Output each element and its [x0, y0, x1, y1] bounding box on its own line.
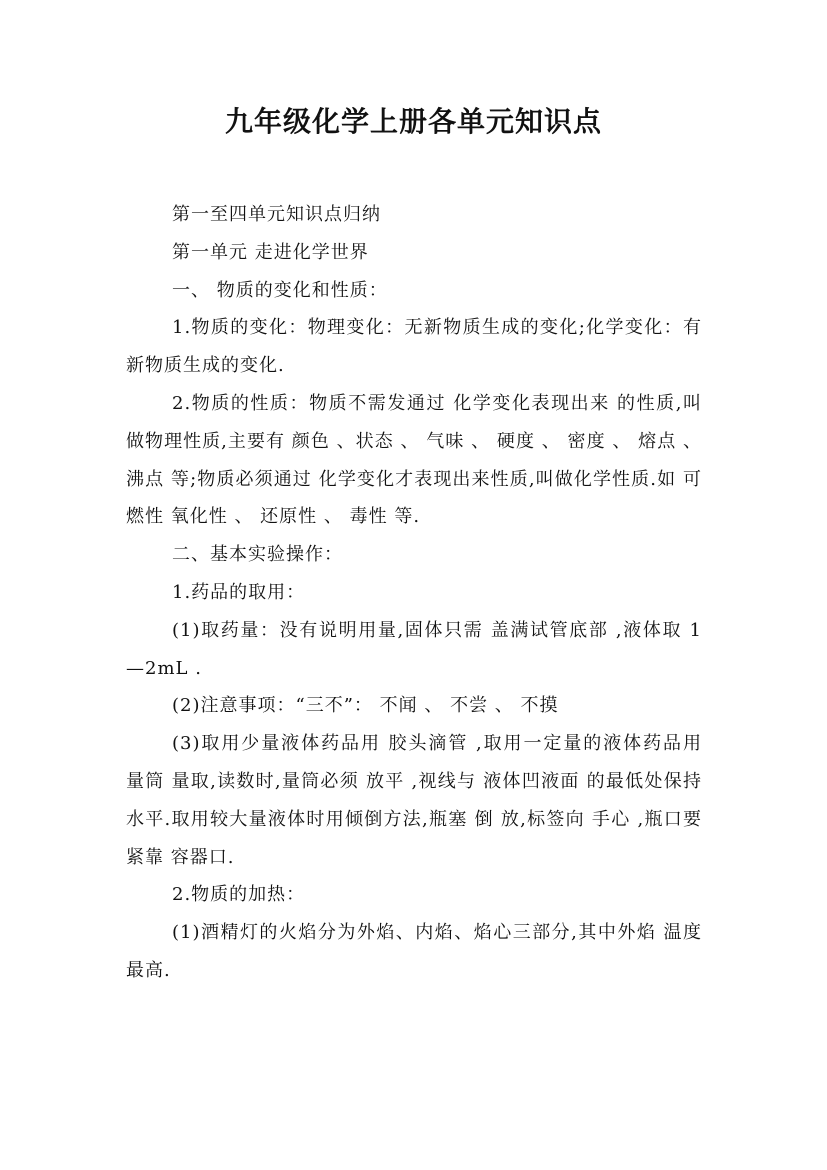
paragraph-precautions: (2)注意事项：“三不”： 不闻 、 不尝 、 不摸	[172, 695, 559, 717]
document-body	[126, 196, 702, 990]
paragraph-material-properties: 2.物质的性质：物质不需发通过 化学变化表现出来 的性质,叫做物理性质,主要有 颜色 、状态 、 气味 、 硬度 、 密度 、 熔点 、 沸点 等;物质必须通过 化学变化才表现出来性质,叫做化学性质.如 可燃性 氧化性 、 还原性 、 毒性 等.	[126, 392, 702, 528]
paragraph-liquid-handling: (3)取用少量液体药品用 胶头滴管 ,取用一定量的液体药品用 量筒 量取,读数时,量筒必须 放平 ,视线与 液体凹液面 的最低处保持水平.取用较大量液体时用倾倒方法,瓶塞 倒 放,标签向 手心 ,瓶口要 紧靠 容器口.	[126, 733, 702, 868]
paragraph-unit-summary: 第一至四单元知识点归纳	[172, 204, 381, 225]
paragraph-heating-heading: 2.物质的加热：	[172, 884, 306, 906]
paragraph-section-two-heading: 二、基本实验操作：	[172, 544, 343, 566]
paragraph-drug-use-heading: 1.药品的取用：	[172, 581, 306, 603]
paragraph-alcohol-lamp: (1)酒精灯的火焰分为外焰、内焰、焰心三部分,其中外焰 温度最高.	[126, 922, 702, 981]
paragraph-drug-amount: (1)取药量：没有说明用量,固体只需 盖满试管底部 ,液体取 1—2mL .	[126, 619, 702, 679]
paragraph-unit-one-heading: 第一单元 走进化学世界	[172, 241, 369, 263]
document-title: 九年级化学上册各单元知识点	[224, 105, 602, 138]
paragraph-material-changes: 1.物质的变化：物理变化：无新物质生成的变化;化学变化：有新物质生成的变化.	[126, 317, 702, 377]
paragraph-section-one-heading: 一、 物质的变化和性质：	[172, 279, 388, 301]
